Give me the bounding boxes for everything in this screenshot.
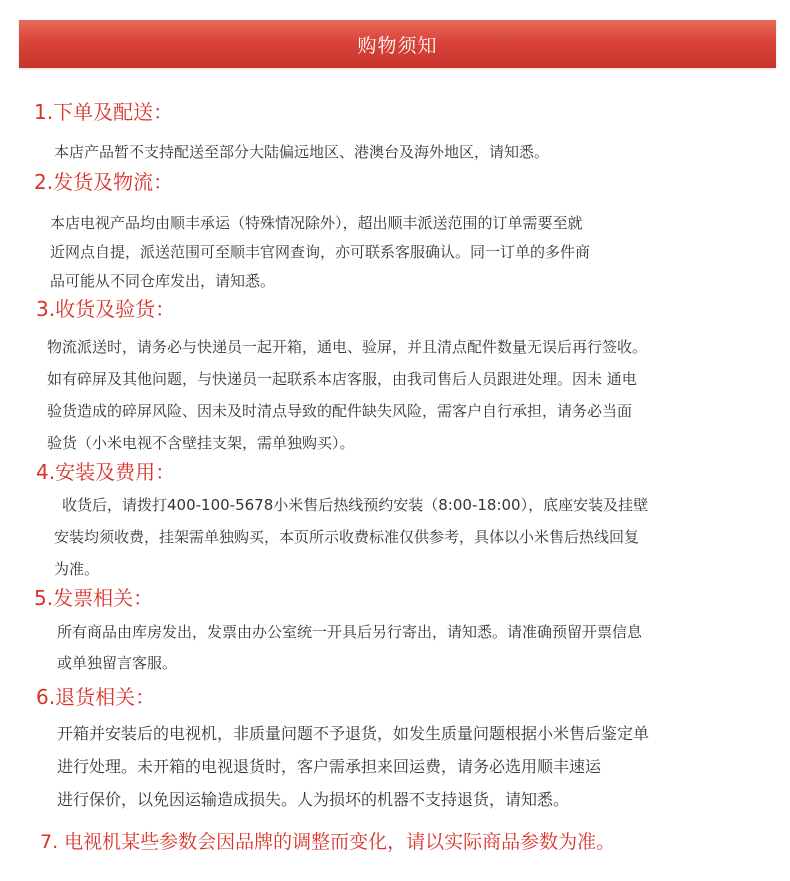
page-banner [19, 20, 776, 68]
body-line: 验货（小米电视不含壁挂支架，需单独购买）。 [47, 434, 355, 452]
section-body-shipping [50, 209, 590, 296]
section-body-installation [54, 489, 648, 585]
section-heading-shipping: 2.发货及物流： [34, 170, 174, 194]
body-line: 验货造成的碎屏风险、因未及时清点导致的配件缺失风险，需客户自行承担，请务必当面 [47, 402, 633, 420]
body-line: 安装均须收费，挂架需单独购买，本页所示收费标准仅供参考，具体以小米售后热线回复 [54, 528, 640, 546]
section-heading-installation: 4.安装及费用： [36, 460, 176, 484]
body-line: 进行处理。未开箱的电视退货时，客户需承担来回运费，请务必选用顺丰速运 [57, 757, 602, 776]
section-heading-invoice: 5.发票相关： [34, 586, 154, 610]
body-line: 物流派送时，请务必与快递员一起开箱，通电、验屏，并且清点配件数量无误后再行签收。 [47, 338, 648, 356]
body-line: 品可能从不同仓库发出，请知悉。 [50, 272, 276, 290]
section-heading-receiving: 3.收货及验货： [36, 297, 176, 321]
body-line: 本店电视产品均由顺丰承运（特殊情况除外），超出顺丰派送范围的订单需要至就 [50, 214, 583, 232]
section-heading-returns: 6.退货相关： [36, 685, 156, 709]
body-line: 或单独留言客服。 [57, 654, 178, 672]
section-body-receiving [47, 331, 647, 459]
body-line: 开箱并安装后的电视机，非质量问题不予退货，如发生质量问题根据小米售后鉴定单 [57, 724, 650, 743]
body-line: 为准。 [54, 560, 100, 578]
section-body-invoice [57, 617, 642, 679]
body-line: 本店产品暂不支持配送至部分大陆偏远地区、港澳台及海外地区，请知悉。 [54, 143, 550, 161]
page-title: 购物须知 [357, 34, 438, 57]
section-heading-ordering: 1.下单及配送： [34, 100, 174, 124]
body-line: 如有碎屏及其他问题，与快递员一起联系本店客服，由我司售后人员跟进处理。因未 通电 [47, 370, 637, 388]
section-body-returns [57, 717, 649, 816]
body-line: 近网点自提，派送范围可至顺丰官网查询，亦可联系客服确认。同一订单的多件商 [50, 243, 591, 261]
body-line: 收货后，请拨打400-100-5678小米售后热线预约安装（8:00-18:00），底座安装及挂壁 [62, 496, 649, 514]
parameter-change-note: 7. 电视机某些参数会因品牌的调整而变化，请以实际商品参数为准。 [40, 831, 616, 853]
body-line: 所有商品由库房发出，发票由办公室统一开具后另行寄出，请知悉。请准确预留开票信息 [57, 623, 643, 641]
section-body-ordering [54, 141, 549, 163]
body-line: 进行保价，以免因运输造成损失。人为损坏的机器不支持退货，请知悉。 [57, 790, 570, 809]
